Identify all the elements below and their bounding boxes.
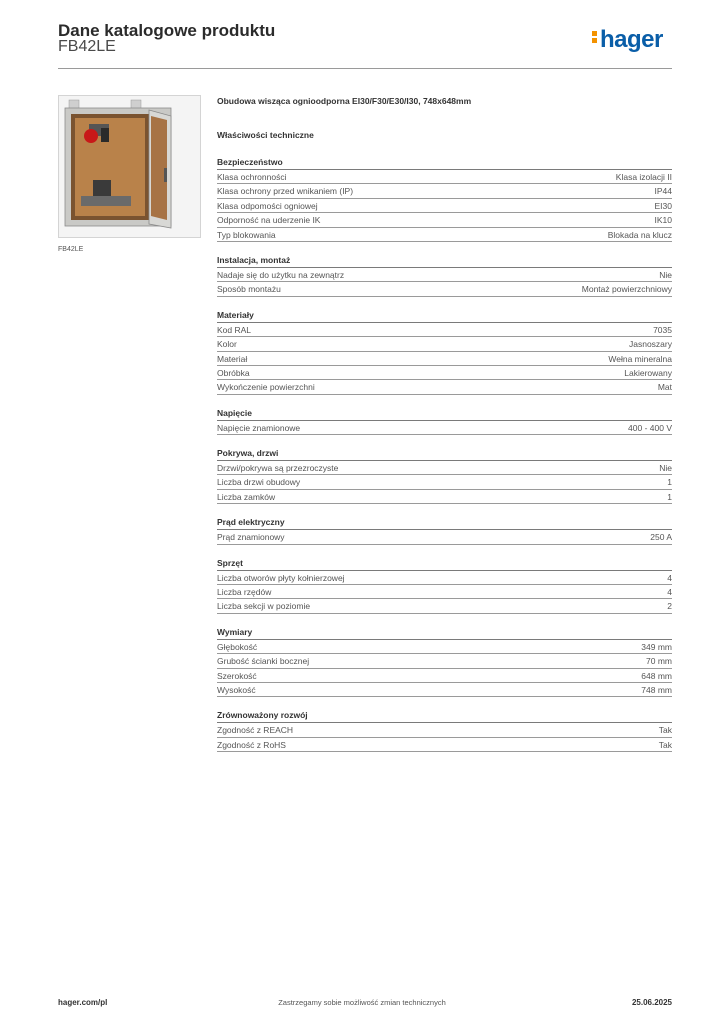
spec-row (217, 323, 672, 337)
spec-value: Mat (657, 382, 672, 393)
spec-label: Odporność na uderzenie IK (217, 215, 321, 226)
spec-label: Liczba rzędów (217, 587, 272, 598)
spec-value: 7035 (653, 324, 672, 335)
spec-row (217, 170, 672, 184)
spec-row (217, 669, 672, 683)
spec-row (217, 199, 672, 213)
spec-section (217, 707, 672, 762)
spec-row (217, 738, 672, 752)
spec-value: 250 A (650, 532, 672, 543)
spec-row (217, 640, 672, 654)
spec-row (217, 571, 672, 585)
spec-value: IK10 (654, 215, 672, 226)
footer-website: hager.com/pl (58, 998, 108, 1007)
spec-label: Materiał (217, 353, 248, 364)
page-title: Dane katalogowe produktu (58, 21, 276, 40)
spec-label: Nadaje się do użytku na zewnątrz (217, 269, 345, 280)
hager-logo (592, 26, 663, 54)
spec-value: 4 (667, 572, 672, 583)
section-title: Sprzęt (217, 557, 243, 568)
spec-label: Szerokość (217, 670, 257, 681)
spec-row (217, 421, 672, 435)
section-title: Bezpieczeństwo (217, 157, 283, 167)
spec-label: Kod RAL (217, 324, 252, 335)
spec-label: Liczba sekcji w poziomie (217, 601, 311, 612)
product-description: Obudowa wisząca ognioodporna EI30/F30/E30/I30, 748x648mm (217, 96, 472, 106)
spec-label: Drzwi/pokrywa są przezroczyste (217, 463, 339, 474)
spec-section (217, 307, 672, 405)
spec-value: 648 mm (641, 670, 672, 681)
spec-row (217, 530, 672, 544)
logo-dots-icon (592, 29, 597, 45)
spec-label: Wykończenie powierzchni (217, 382, 315, 393)
spec-label: Klasa ochronności (217, 172, 287, 182)
product-image (58, 95, 201, 238)
section-title: Prąd elektryczny (217, 517, 285, 528)
spec-section (217, 252, 672, 307)
spec-row (217, 475, 672, 489)
spec-label: Klasa odpomości ogniowej (217, 200, 318, 211)
spec-row (217, 282, 672, 296)
section-title: Napięcie (217, 407, 252, 418)
spec-row (217, 683, 672, 697)
spec-label: Liczba zamków (217, 491, 276, 502)
product-code: FB42LE (58, 38, 116, 55)
spec-row (217, 213, 672, 227)
spec-value: Nie (659, 269, 672, 280)
spec-section (217, 154, 672, 252)
spec-value: 70 mm (646, 656, 672, 667)
spec-section (217, 624, 672, 708)
spec-value: Tak (658, 725, 672, 736)
spec-label: Liczba drzwi obudowy (217, 477, 301, 488)
spec-label: Liczba otworów płyty kołnierzowej (217, 572, 345, 583)
spec-value: Lakierowany (624, 367, 672, 378)
spec-value: 1 (667, 477, 672, 488)
product-image-caption: FB42LE (58, 246, 84, 253)
spec-label: Zgodność z RoHS (217, 739, 286, 750)
spec-label: Kolor (217, 339, 237, 350)
spec-value: 349 mm (641, 641, 672, 652)
section-title: Materiały (217, 309, 254, 320)
spec-row (217, 490, 672, 504)
spec-row (217, 461, 672, 475)
spec-label: Głębokość (217, 641, 258, 652)
technical-properties-heading: Właściwości techniczne (217, 130, 314, 140)
spec-value: Nie (659, 463, 672, 474)
spec-value: 748 mm (641, 684, 672, 695)
spec-row (217, 337, 672, 351)
spec-row (217, 352, 672, 366)
spec-value: Wełna mineralna (608, 353, 672, 364)
section-title: Pokrywa, drzwi (217, 448, 279, 459)
spec-row (217, 599, 672, 613)
spec-row (217, 723, 672, 737)
spec-row (217, 585, 672, 599)
spec-value: 1 (667, 491, 672, 502)
spec-value: Tak (658, 739, 672, 750)
logo-text: hager (600, 26, 663, 53)
spec-row (217, 268, 672, 282)
section-title: Zrównoważony rozwój (217, 710, 308, 721)
spec-row (217, 380, 672, 394)
footer-date: 25.06.2025 (631, 998, 672, 1007)
spec-value: Jasnoszary (629, 339, 672, 350)
spec-value: 400 - 400 V (628, 422, 672, 433)
spec-row (217, 228, 672, 242)
footer-notice: Zastrzegamy sobie możliwość zmian technicznych (278, 998, 446, 1007)
section-title: Instalacja, montaż (217, 254, 291, 265)
spec-section (217, 555, 672, 624)
spec-value: Blokada na klucz (607, 229, 672, 240)
spec-row (217, 184, 672, 198)
spec-label: Typ blokowania (217, 229, 276, 240)
spec-value: 4 (667, 587, 672, 598)
spec-row (217, 366, 672, 380)
spec-section (217, 445, 672, 514)
spec-label: Prąd znamionowy (217, 532, 285, 543)
spec-value: IP44 (654, 186, 672, 197)
spec-value: 2 (667, 601, 672, 612)
spec-section (217, 405, 672, 445)
spec-label: Wysokość (217, 684, 256, 695)
spec-row (217, 654, 672, 668)
spec-value: Montaż powierzchniowy (581, 284, 672, 295)
spec-label: Grubość ścianki bocznej (217, 656, 310, 667)
spec-section (217, 514, 672, 554)
spec-table (217, 154, 672, 762)
spec-label: Klasa ochrony przed wnikaniem (IP) (217, 186, 354, 197)
spec-label: Napięcie znamionowe (217, 422, 301, 433)
section-title: Wymiary (217, 626, 253, 637)
spec-label: Sposób montażu (217, 284, 281, 295)
spec-label: Zgodność z REACH (217, 725, 294, 736)
spec-label: Obróbka (217, 367, 250, 378)
header-divider (58, 68, 672, 69)
enclosure-illustration (59, 96, 200, 237)
spec-value: Klasa izolacji II (615, 172, 672, 182)
spec-value: EI30 (654, 200, 672, 211)
